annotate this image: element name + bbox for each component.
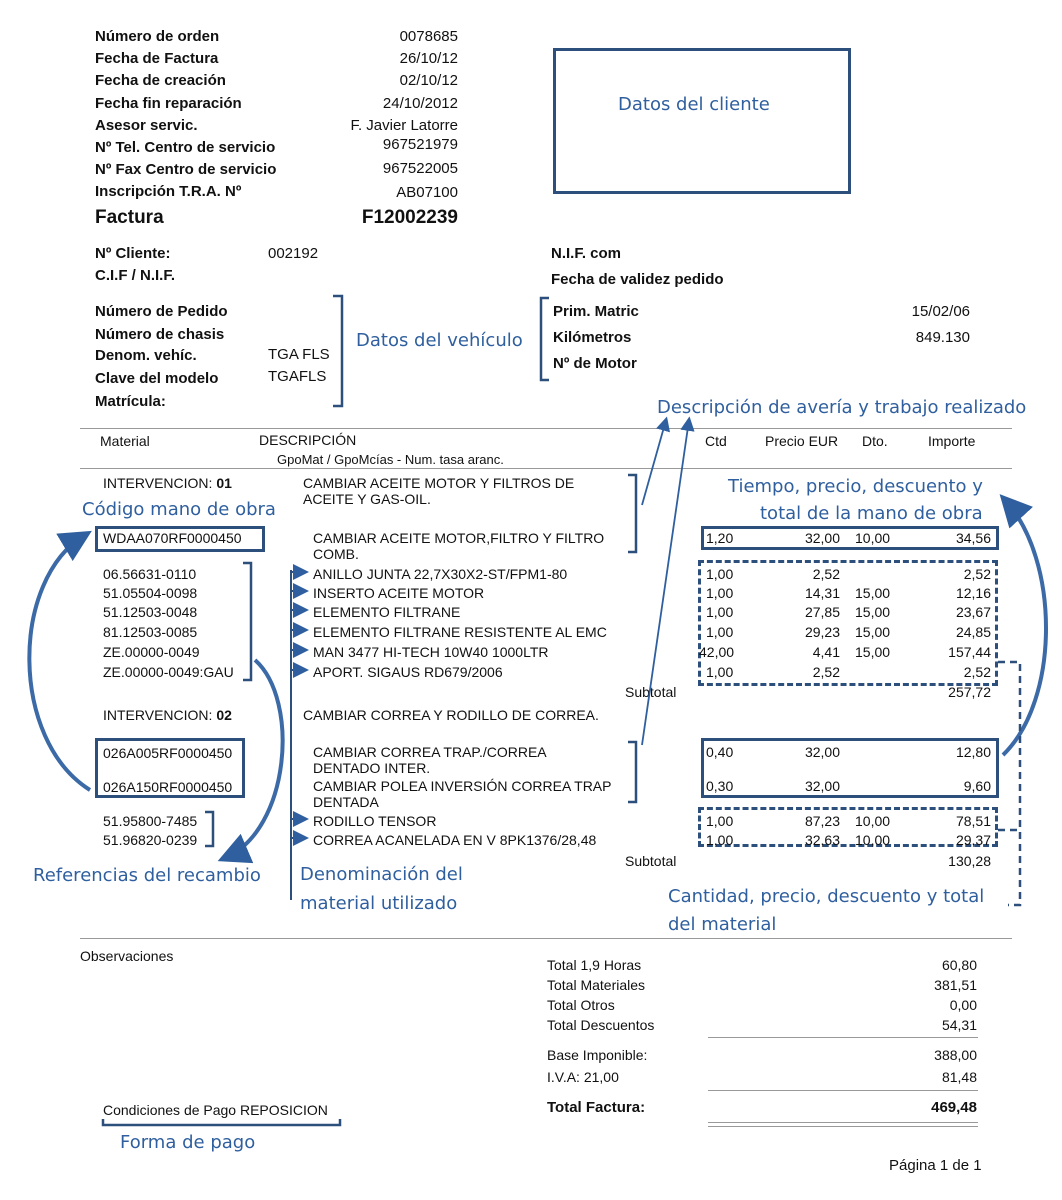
matric-label: Prim. Matric xyxy=(553,303,639,320)
labor-price: 32,00 xyxy=(804,530,840,546)
denom-value: TGA FLS xyxy=(268,346,330,363)
labor-price: 32,00 xyxy=(804,744,840,760)
client-no-value: 002192 xyxy=(268,245,319,262)
curved-arrow xyxy=(225,660,283,858)
motor-label: Nº de Motor xyxy=(553,355,637,372)
col-description-sub: GpoMat / GpoMcías - Num. tasa aranc. xyxy=(277,452,504,467)
part-desc: ANILLO JUNTA 22,7X30X2-ST/FPM1-80 xyxy=(313,566,568,582)
field-label: Nº Fax Centro de servicio xyxy=(95,161,277,178)
part-ref: 51.95800-7485 xyxy=(103,813,198,829)
total-invoice-value: 469,48 xyxy=(931,1099,977,1116)
col-price: Precio EUR xyxy=(765,433,839,449)
col-dto: Dto. xyxy=(862,433,888,449)
part-price: 2,52 xyxy=(812,664,840,680)
subtotal-value: 130,28 xyxy=(948,853,991,869)
nif-label: N.I.F. com xyxy=(551,245,622,262)
part-desc: ELEMENTO FILTRANE xyxy=(313,604,461,620)
work-description-annotation: Descripción de avería y trabajo realizado xyxy=(657,397,1027,418)
part-ctd: 1,00 xyxy=(706,604,734,620)
labor-totals-annotation: Tiempo, precio, descuento y xyxy=(728,476,983,497)
part-ctd: 1,00 xyxy=(706,664,734,680)
field-label: Fecha de creación xyxy=(95,72,226,89)
field-label: Nº Tel. Centro de servicio xyxy=(95,139,276,156)
part-desc: INSERTO ACEITE MOTOR xyxy=(313,585,485,601)
part-ref: 51.96820-0239 xyxy=(103,832,198,848)
total-invoice-label: Total Factura: xyxy=(547,1099,646,1116)
field-value: 24/10/2012 xyxy=(382,95,458,112)
field-value: 967522005 xyxy=(382,160,458,177)
subtotal-value: 257,72 xyxy=(948,684,991,700)
part-importe: 157,44 xyxy=(948,644,991,660)
labor-ctd: 0,40 xyxy=(706,744,734,760)
parts-refs-annotation: Referencias del recambio xyxy=(33,865,261,886)
labor-ctd: 0,30 xyxy=(706,778,734,794)
col-description: DESCRIPCIÓN xyxy=(259,432,357,448)
client-data-annotation: Datos del cliente xyxy=(618,94,770,115)
part-importe: 78,51 xyxy=(955,813,991,829)
labor-importe: 9,60 xyxy=(963,778,991,794)
labor-code: WDAA070RF0000450 xyxy=(103,530,242,546)
part-price: 29,23 xyxy=(804,624,840,640)
part-importe: 23,67 xyxy=(955,604,991,620)
labor-importe: 12,80 xyxy=(955,744,991,760)
material-totals-annotation: Cantidad, precio, descuento y total xyxy=(668,886,985,907)
part-desc: ELEMENTO FILTRANE RESISTENTE AL EMC xyxy=(313,624,607,640)
invoice-number: F12002239 xyxy=(361,207,458,228)
field-value: 02/10/12 xyxy=(399,72,458,89)
km-value: 849.130 xyxy=(915,329,970,346)
client-no-label: Nº Cliente: xyxy=(95,245,171,262)
arrow xyxy=(642,420,666,505)
observations-label: Observaciones xyxy=(80,948,174,964)
cif-label: C.I.F / N.I.F. xyxy=(95,267,176,284)
field-label: Número de orden xyxy=(95,28,220,45)
labor-desc: CAMBIAR CORREA TRAP./CORREA xyxy=(313,744,547,760)
field-label: Fecha de Factura xyxy=(95,50,219,67)
part-ctd: 1,00 xyxy=(706,813,734,829)
part-ref: ZE.00000-0049 xyxy=(103,644,200,660)
part-dto: 15,00 xyxy=(855,604,891,620)
bracket xyxy=(541,298,549,380)
labor-desc: DENTADO INTER. xyxy=(313,760,431,776)
bracket xyxy=(103,1119,340,1125)
field-value: AB07100 xyxy=(396,184,458,201)
page-number: Página 1 de 1 xyxy=(889,1157,982,1174)
subtotal-label: Subtotal xyxy=(625,684,677,700)
part-importe: 2,52 xyxy=(963,566,991,582)
chassis-label: Número de chasis xyxy=(95,326,225,343)
part-desc: APORT. SIGAUS RD679/2006 xyxy=(313,664,503,680)
labor-ctd: 1,20 xyxy=(706,530,734,546)
part-desc: CORREA ACANELADA EN V 8PK1376/28,48 xyxy=(313,832,597,848)
arrow xyxy=(642,420,689,745)
part-price: 4,41 xyxy=(812,644,840,660)
matric-value: 15/02/06 xyxy=(911,303,970,320)
field-label: Asesor servic. xyxy=(95,117,198,134)
field-value: F. Javier Latorre xyxy=(350,117,458,134)
part-ctd: 1,00 xyxy=(706,566,734,582)
bracket xyxy=(333,296,342,406)
iva-label: I.V.A: 21,00 xyxy=(547,1069,619,1085)
part-ctd: 1,00 xyxy=(706,832,734,848)
total-value: 381,51 xyxy=(934,977,977,993)
part-ctd: 1,00 xyxy=(706,624,734,640)
part-dto: 15,00 xyxy=(855,624,891,640)
bracket xyxy=(243,563,251,680)
subtotal-label: Subtotal xyxy=(625,853,677,869)
bracket xyxy=(628,475,636,552)
labor-code-annotation: Código mano de obra xyxy=(82,499,276,520)
labor-desc: DENTADA xyxy=(313,794,379,810)
order-label: Número de Pedido xyxy=(95,303,228,320)
part-dto: 10,00 xyxy=(855,813,891,829)
field-value: 967521979 xyxy=(382,136,458,153)
intervention-label-text: INTERVENCION: xyxy=(103,707,213,723)
labor-totals-annotation: total de la mano de obra xyxy=(760,503,983,524)
field-label: Inscripción T.R.A. Nº xyxy=(95,183,242,200)
part-dto: 15,00 xyxy=(855,585,891,601)
part-desc: MAN 3477 HI-TECH 10W40 1000LTR xyxy=(313,644,549,660)
field-value: 0078685 xyxy=(399,28,458,45)
labor-desc: CAMBIAR POLEA INVERSIÓN CORREA TRAP xyxy=(313,778,612,794)
total-value: 0,00 xyxy=(949,997,977,1013)
part-ctd: 42,00 xyxy=(699,644,735,660)
labor-price: 32,00 xyxy=(804,778,840,794)
part-desc: RODILLO TENSOR xyxy=(313,813,437,829)
total-label: Total 1,9 Horas xyxy=(547,957,642,973)
part-price: 27,85 xyxy=(804,604,840,620)
col-importe: Importe xyxy=(928,433,976,449)
km-label: Kilómetros xyxy=(553,329,632,346)
part-price: 14,31 xyxy=(804,585,840,601)
part-ref: 51.12503-0048 xyxy=(103,604,198,620)
plate-label: Matrícula: xyxy=(95,393,166,410)
material-name-annotation: Denominación del xyxy=(300,864,463,885)
invoice-label: Factura xyxy=(95,207,164,228)
part-importe: 29,37 xyxy=(955,832,991,848)
payment-conditions: Condiciones de Pago REPOSICION xyxy=(103,1102,328,1118)
part-importe: 12,16 xyxy=(955,585,991,601)
model-value: TGAFLS xyxy=(268,368,327,385)
part-importe: 2,52 xyxy=(963,664,991,680)
vehicle-data-annotation: Datos del vehículo xyxy=(356,330,523,351)
base-value: 388,00 xyxy=(934,1047,977,1063)
material-name-annotation: material utilizado xyxy=(300,893,458,914)
intervention-number: 02 xyxy=(216,707,232,723)
labor-importe: 34,56 xyxy=(955,530,991,546)
intervention-desc: CAMBIAR ACEITE MOTOR Y FILTROS DE xyxy=(303,475,575,491)
field-value: 26/10/12 xyxy=(399,50,458,67)
intervention-number: 01 xyxy=(216,475,232,491)
denom-label: Denom. vehíc. xyxy=(95,347,197,364)
labor-desc: COMB. xyxy=(313,546,359,562)
curved-arrow xyxy=(1003,500,1046,755)
labor-code: 026A005RF0000450 xyxy=(103,745,233,761)
base-label: Base Imponible: xyxy=(547,1047,648,1063)
total-value: 54,31 xyxy=(941,1017,977,1033)
intervention-desc: ACEITE Y GAS-OIL. xyxy=(303,491,431,507)
iva-value: 81,48 xyxy=(941,1069,977,1085)
total-label: Total Materiales xyxy=(547,977,646,993)
curved-arrow xyxy=(29,535,90,790)
labor-code: 026A150RF0000450 xyxy=(103,779,233,795)
field-label: Fecha fin reparación xyxy=(95,95,242,112)
intervention-desc: CAMBIAR CORREA Y RODILLO DE CORREA. xyxy=(303,707,599,723)
total-value: 60,80 xyxy=(941,957,977,973)
total-label: Total Descuentos xyxy=(547,1017,655,1033)
labor-desc: CAMBIAR ACEITE MOTOR,FILTRO Y FILTRO xyxy=(313,530,605,546)
payment-annotation: Forma de pago xyxy=(120,1132,256,1153)
labor-dto: 10,00 xyxy=(855,530,891,546)
part-price: 2,52 xyxy=(812,566,840,582)
part-ref: 51.05504-0098 xyxy=(103,585,198,601)
bracket xyxy=(205,812,213,846)
part-ctd: 1,00 xyxy=(706,585,734,601)
col-material: Material xyxy=(100,433,150,449)
col-ctd: Ctd xyxy=(705,433,727,449)
bracket xyxy=(628,742,636,802)
material-totals-annotation: del material xyxy=(668,914,777,935)
part-importe: 24,85 xyxy=(955,624,991,640)
validity-label: Fecha de validez pedido xyxy=(551,271,724,288)
part-price: 32,63 xyxy=(804,832,840,848)
part-dto: 15,00 xyxy=(855,644,891,660)
intervention-label-text: INTERVENCION: xyxy=(103,475,213,491)
part-ref: 81.12503-0085 xyxy=(103,624,198,640)
dashed-connector xyxy=(998,662,1020,905)
part-ref: ZE.00000-0049:GAU xyxy=(103,664,234,680)
part-dto: 10,00 xyxy=(855,832,891,848)
total-label: Total Otros xyxy=(547,997,615,1013)
part-price: 87,23 xyxy=(804,813,840,829)
part-ref: 06.56631-0110 xyxy=(103,566,197,582)
model-label: Clave del modelo xyxy=(95,370,219,387)
